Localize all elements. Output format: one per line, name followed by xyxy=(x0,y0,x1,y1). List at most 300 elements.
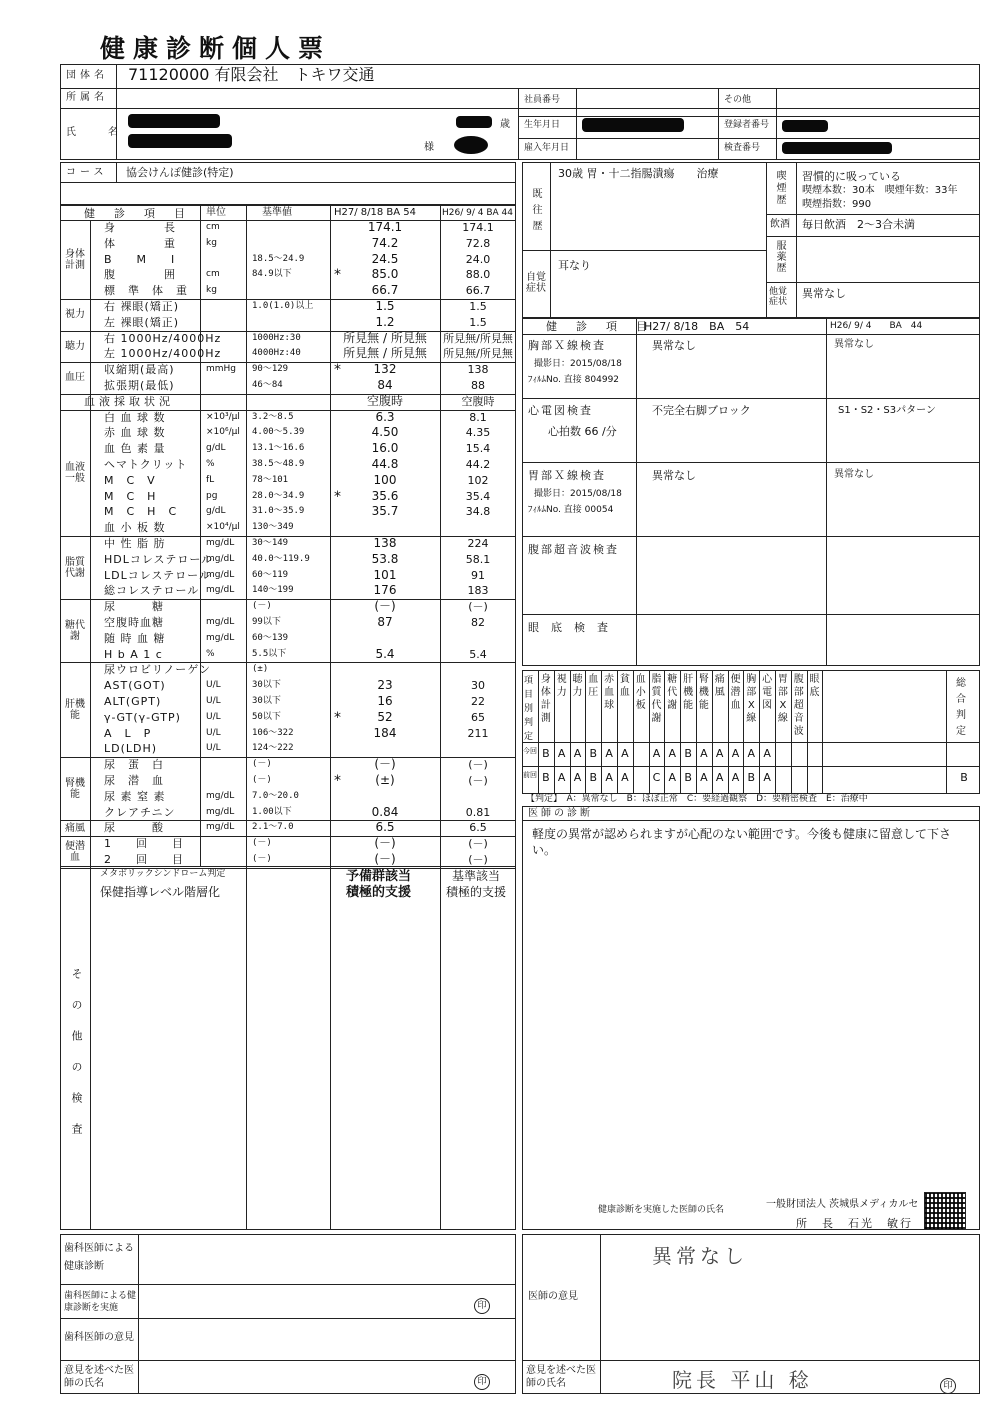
exam-current: 35.6 xyxy=(371,488,399,503)
exam-previous: 44.2 xyxy=(465,458,491,471)
exam-previous: 1.5 xyxy=(469,300,487,313)
judgement-cell-prev: B xyxy=(589,771,598,784)
diagnosis-label: 医師の診断 xyxy=(528,808,593,819)
judgement-cell-cur: A xyxy=(605,747,613,760)
judgement-col-header: 腹部超音波 xyxy=(793,674,804,737)
exam-item-name: 標 準 体 重 xyxy=(104,284,188,298)
chest-prev: 異常なし xyxy=(834,339,874,350)
exam-previous: 224 xyxy=(467,537,489,550)
exam-item-name: 随 時 血 糖 xyxy=(104,631,166,645)
exam-unit: mg/dL xyxy=(206,617,235,627)
qr-seal-icon xyxy=(924,1192,966,1230)
exam-unit: % xyxy=(206,648,215,659)
judgement-col-header: 痛風 xyxy=(714,674,725,698)
exam-item-name: B M I xyxy=(104,252,176,266)
exam-item-name: 腹 囲 xyxy=(104,268,176,282)
judgement-col-header: 肝機能 xyxy=(683,674,694,711)
exam-unit: U/L xyxy=(206,696,221,706)
exam-reference: 13.1～16.6 xyxy=(252,443,305,454)
stomach-sub2: ﾌｨﾙﾑNo. 直接 00054 xyxy=(528,505,614,515)
judgement-cell-cur: A xyxy=(763,747,771,760)
judgement-col-header: 血小板 xyxy=(635,674,646,711)
exam-current: 101 xyxy=(373,567,397,582)
exam-item-name: 空腹時血糖 xyxy=(104,616,164,629)
exam-previous: 66.7 xyxy=(465,284,491,298)
chest-sub2: ﾌｨﾙﾑNo. 直接 804992 xyxy=(528,375,620,385)
exam-reference: 84.9以下 xyxy=(252,269,292,280)
group-label: 血圧 xyxy=(65,372,85,384)
abnormal-flag: * xyxy=(334,488,341,505)
in-mark-right: 印 xyxy=(940,1378,956,1394)
abnormal-flag: * xyxy=(334,362,341,379)
exam-reference: 99以下 xyxy=(252,617,281,627)
sogo-label: 総合判定 xyxy=(956,678,966,737)
echo-label: 腹部超音波検査 xyxy=(528,543,619,556)
exam-reference: 18.5～24.9 xyxy=(252,253,305,264)
insyu-value: 毎日飲酒 2～3合未満 xyxy=(802,218,915,231)
exam-item-name: γ-GT(γ-GTP) xyxy=(104,710,181,724)
in-mark-left-2: 印 xyxy=(474,1374,490,1390)
group-label: 血液一般 xyxy=(65,461,85,484)
judgement-col-header: 胸部X線 xyxy=(746,674,757,724)
judgement-cell-prev: B xyxy=(684,771,692,784)
exam-current: 6.3 xyxy=(375,409,395,424)
exam-reference: 38.5～48.9 xyxy=(252,459,305,469)
exam-unit: mg/dL xyxy=(206,822,235,833)
abnormal-flag: * xyxy=(334,267,341,284)
exam-unit: mg/dL xyxy=(206,585,235,596)
group-value: 71120000 有限会社 トキワ交通 xyxy=(128,65,375,84)
exam-previous: (－) xyxy=(468,774,488,787)
judgement-row-label: 前回 xyxy=(523,771,537,779)
chest-cur: 異常なし xyxy=(652,339,696,352)
prev-hoken: 積極的支援 xyxy=(446,885,507,899)
abnormal-flag: * xyxy=(334,709,341,726)
group-label: 聴力 xyxy=(65,340,85,352)
insyu-label: 飲酒 xyxy=(770,219,790,230)
exam-previous: 6.5 xyxy=(469,821,487,835)
exam-reference: 28.0～34.9 xyxy=(252,490,305,501)
exam-unit: mg/dL xyxy=(206,806,235,817)
judgement-cell-prev: A xyxy=(700,771,708,784)
exam-reference: 30～149 xyxy=(252,538,289,548)
exam-current: 87 xyxy=(377,615,393,629)
exam-previous: (－) xyxy=(468,600,488,614)
judgement-col-header: 血圧 xyxy=(588,674,599,698)
group-label: 痛風 xyxy=(65,822,85,834)
exam-previous: 15.4 xyxy=(465,442,491,456)
name-redaction xyxy=(128,114,220,128)
judgement-cell-cur: A xyxy=(715,747,724,760)
exam-current: 4.50 xyxy=(371,425,399,440)
exam-unit: mg/dL xyxy=(206,538,235,548)
exam-previous: 211 xyxy=(467,726,489,740)
exam-unit: g/dL xyxy=(206,443,226,454)
judgement-col-header: 視力 xyxy=(556,674,567,698)
hoken-label: 保健指導レベル階層化 xyxy=(100,885,221,899)
exam-previous: 88.0 xyxy=(465,268,491,282)
judgement-cell-prev: A xyxy=(731,771,740,784)
exam-previous: 4.35 xyxy=(465,426,491,440)
exam-item-name: A L P xyxy=(104,726,152,740)
judgement-col-header: 眼底 xyxy=(809,674,820,698)
judgement-cell-prev: A xyxy=(573,771,582,784)
exam-unit: mg/dL xyxy=(206,790,235,801)
fukuyaku-label: 服薬歴 xyxy=(774,240,785,273)
age-redaction xyxy=(456,116,492,128)
exam-no-label: 検査番号 xyxy=(724,143,761,153)
judgement-cell-cur: B xyxy=(684,747,692,760)
exam-reference: 46～84 xyxy=(252,380,283,390)
takaku-value: 異常なし xyxy=(802,287,846,300)
exam-item-name: 収縮期(最高) xyxy=(104,363,175,377)
prev-metabo: 基準該当 xyxy=(452,869,501,883)
judgement-cell-prev: A xyxy=(715,771,724,784)
col-ref: 基準値 xyxy=(262,207,292,218)
judgement-cell-prev: A xyxy=(557,771,566,784)
exam-item-name: 右 裸眼(矯正) xyxy=(104,300,180,313)
exam-previous: (－) xyxy=(468,853,488,866)
exam-previous: (－) xyxy=(468,837,488,851)
exam-item-name: 1 回 目 xyxy=(104,837,184,851)
jikaku-label: 自覚症状 xyxy=(526,272,546,294)
judgement-cell-cur: B xyxy=(589,747,598,760)
in-mark-left-1: 印 xyxy=(474,1298,490,1314)
exam-reference: 106～322 xyxy=(252,727,294,738)
judgement-col-header: 脂質代謝 xyxy=(651,674,662,724)
footer-org: 一般財団法人 茨城県メディカルセ xyxy=(766,1199,919,1210)
exam-previous: 183 xyxy=(467,584,489,598)
exam-item-name: 尿ウロビリノーゲン xyxy=(104,663,212,677)
ecg-prev: S1・S2・S3パターン xyxy=(838,405,936,416)
exam-previous: 8.1 xyxy=(469,410,487,424)
exam-reference: 31.0～35.9 xyxy=(252,506,305,517)
exam-current: 176 xyxy=(373,583,397,598)
judgement-cell-cur: B xyxy=(542,747,550,760)
exam-item-name: 総コレステロール xyxy=(104,584,200,598)
dental-doctor-label: 歯科医師による健康診断を実施 xyxy=(64,1291,137,1313)
opinion-value: 異常なし xyxy=(652,1244,748,1268)
exam-reference: 30以下 xyxy=(252,696,281,706)
exam-previous: 所見無/所見無 xyxy=(443,347,513,361)
judgement-col-header: 便潜血 xyxy=(730,674,741,711)
exam-unit: mg/dL xyxy=(206,553,235,564)
exam-current: 138 xyxy=(373,536,397,550)
course-label: コース xyxy=(66,167,108,178)
exam-reference: 90～129 xyxy=(252,364,289,375)
stomach-sub1: 撮影日：2015/08/18 xyxy=(534,489,622,499)
exam-reference: 130～349 xyxy=(252,522,294,533)
exam-current: 0.84 xyxy=(371,804,399,819)
exam-item-name: 血液採取状況 xyxy=(84,394,174,408)
judgement-cell-cur: A xyxy=(747,747,756,760)
exam-unit: mg/dL xyxy=(206,632,235,643)
exam-previous: 174.1 xyxy=(462,221,494,234)
exam-item-name: 血 小 板 数 xyxy=(104,521,166,535)
exam-unit: mmHg xyxy=(206,364,237,375)
exam-item-name: ALT(GPT) xyxy=(104,695,162,708)
exam-reference: (－) xyxy=(252,601,272,612)
exam-reference: 7.0～20.0 xyxy=(252,790,299,801)
judgement-col-header: 赤血球 xyxy=(604,674,615,711)
other-label: その他 xyxy=(724,95,752,105)
exam-previous: 138 xyxy=(467,363,489,377)
kitsuen-line-1: 習慣的に吸っている xyxy=(802,170,901,183)
sama-text: 様 xyxy=(424,142,434,153)
col-item: 健 診 項 目 xyxy=(84,207,189,220)
exam-item-name: LD(LDH) xyxy=(104,742,158,756)
exam-current: 16 xyxy=(377,694,393,708)
judgement-col-header: 糖代謝 xyxy=(667,674,678,711)
judgement-col-header: 身体計測 xyxy=(540,674,551,724)
judgement-head-label: 項目別判定 xyxy=(524,676,534,742)
judgement-cell-cur: A xyxy=(573,747,582,760)
exam-unit: fL xyxy=(206,474,215,485)
exam-previous: 所見無/所見無 xyxy=(443,331,513,345)
exam-current: 44.8 xyxy=(371,457,399,471)
exam-item-name: H b A 1 c xyxy=(104,647,163,661)
diagnosis-text-2: い。 xyxy=(532,843,557,857)
exam-previous: 65 xyxy=(471,710,485,724)
exam-current: 84 xyxy=(377,378,393,392)
exam-reference: (－) xyxy=(252,838,272,849)
rx-head-prev: H26/ 9/ 4 BA 44 xyxy=(830,321,923,331)
exam-previous: (－) xyxy=(468,758,488,772)
course-value: 協会けんぽ健診(特定) xyxy=(126,166,234,179)
birth-label: 生年月日 xyxy=(524,120,561,130)
exam-current: 1.5 xyxy=(375,299,395,313)
group-label: 脂質代謝 xyxy=(65,556,85,579)
ecg-label: 心電図検査 xyxy=(528,404,593,417)
judgement-cell-prev: A xyxy=(668,771,677,784)
exam-item-name: 左 1000Hz/4000Hz xyxy=(104,347,222,361)
judgement-cell-cur: A xyxy=(731,747,740,760)
exam-current: 6.5 xyxy=(375,820,395,835)
judgement-cell-cur: A xyxy=(700,747,708,760)
exam-reference: 1.0(1.0)以上 xyxy=(252,301,314,311)
exam-unit: ×10⁴/μl xyxy=(206,522,240,533)
kitsuen-label: 喫煙歴 xyxy=(774,170,785,206)
judgement-cell-cur: A xyxy=(621,747,629,760)
exam-current: 53.8 xyxy=(371,551,399,566)
reg-label: 登録者番号 xyxy=(724,120,770,130)
exam-unit: g/dL xyxy=(206,506,226,517)
exam-item-name: 中 性 脂 肪 xyxy=(104,537,166,550)
judgement-cell-prev: A xyxy=(763,771,771,784)
exam-item-name: クレアチニン xyxy=(104,805,176,819)
judgement-col-header: 貧血 xyxy=(619,674,630,698)
stomach-prev: 異常なし xyxy=(834,469,874,480)
exam-previous: 88 xyxy=(471,379,485,392)
group-label: 身体計測 xyxy=(65,248,85,271)
exam-current: 23 xyxy=(377,678,393,693)
exam-item-name: 右 1000Hz/4000Hz xyxy=(104,331,222,345)
exam-reference: 2.1～7.0 xyxy=(252,822,294,833)
emp-no-label: 社員番号 xyxy=(524,95,561,105)
exam-current: 空腹時 xyxy=(366,393,403,408)
exam-reference: 4.00～5.39 xyxy=(252,427,305,438)
exam-item-name: M C V xyxy=(104,473,156,487)
exam-item-name: 体 重 xyxy=(104,236,176,250)
reg-redaction xyxy=(782,120,828,132)
exam-current: (±) xyxy=(375,773,395,787)
exam-current: (－) xyxy=(374,599,396,614)
exam-current: 132 xyxy=(373,362,397,377)
exam-current: 174.1 xyxy=(367,220,403,234)
exam-previous: 空腹時 xyxy=(461,394,495,408)
rx-head-cur: H27/ 8/18 BA 54 xyxy=(644,320,750,333)
exam-reference: (±) xyxy=(252,664,269,675)
col-prev: H26/ 9/ 4 BA 44 xyxy=(442,208,513,218)
cur-hoken: 積極的支援 xyxy=(346,885,412,900)
exam-previous: 30 xyxy=(471,679,485,693)
name-redaction-2 xyxy=(128,134,232,148)
exam-reference: 1000Hz:30 xyxy=(252,332,301,343)
other-label: その他の検査 xyxy=(70,968,83,1154)
diagnosis-box xyxy=(522,806,980,1230)
exam-item-name: HDLコレステロール xyxy=(104,552,214,566)
exam-reference: (－) xyxy=(252,759,272,770)
exam-current: 100 xyxy=(373,472,397,487)
fundus-label: 眼底検査 xyxy=(528,621,620,634)
exam-previous: 82 xyxy=(471,616,485,629)
group-label: 便潜血 xyxy=(65,840,85,863)
dental-exam-label: 歯科医師による健康診断 xyxy=(64,1243,134,1272)
exam-previous: 72.8 xyxy=(465,236,491,250)
exam-reference: 124～222 xyxy=(252,743,294,754)
exam-current: (－) xyxy=(374,836,396,851)
exam-item-name: M C H xyxy=(104,489,157,503)
exam-current: 74.2 xyxy=(371,235,399,250)
exam-current: 85.0 xyxy=(371,267,399,282)
exam-item-name: 2 回 目 xyxy=(104,853,184,866)
exam-item-name: 尿 素 窒 素 xyxy=(104,789,166,803)
exam-reference: (－) xyxy=(252,854,272,864)
exam-current: 184 xyxy=(373,725,397,740)
exam-item-name: 尿 蛋 白 xyxy=(104,758,164,772)
exam-previous: 58.1 xyxy=(465,552,491,566)
exam-reference: 60～139 xyxy=(252,632,289,643)
kitsuen-line-3: 喫煙指数：990 xyxy=(802,199,872,210)
exam-reference: 30以下 xyxy=(252,680,281,691)
exam-unit: cm xyxy=(206,222,220,232)
exam-item-name: 身 長 xyxy=(104,221,176,234)
exam-item-name: 拡張期(最低) xyxy=(104,379,175,392)
exam-unit: % xyxy=(206,459,215,469)
group-label: 視力 xyxy=(65,309,85,321)
name-label: 氏 名 xyxy=(66,127,122,138)
kiou-label: 既往歴 xyxy=(530,188,541,236)
exam-unit: pg xyxy=(206,490,218,501)
exam-unit: ×10³/μl xyxy=(206,411,240,422)
kitsuen-line-2: 喫煙本数：30本 喫煙年数：33年 xyxy=(802,185,958,196)
exam-current: 所見無 / 所見無 xyxy=(343,330,427,345)
chest-label: 胸部Ｘ線検査 xyxy=(528,339,606,352)
judgement-cell-prev: B xyxy=(747,771,756,784)
dental-opinion-label: 歯科医師の意見 xyxy=(64,1332,134,1343)
judgement-cell-prev: C xyxy=(652,771,661,784)
judgement-cell-prev: A xyxy=(605,771,613,784)
opinion-name-label-right: 意見を述べた医師の氏名 xyxy=(526,1365,596,1389)
judgement-col-header: 胃部X線 xyxy=(777,674,788,724)
exam-previous: 91 xyxy=(471,568,485,582)
metabo-label: メタボリックシンドローム判定 xyxy=(100,869,226,879)
group-label: 団体名 xyxy=(66,70,108,81)
cur-metabo: 予備群該当 xyxy=(346,869,412,884)
exam-unit: U/L xyxy=(206,743,221,754)
exam-previous: 22 xyxy=(471,695,485,708)
footer-director: 所 長 石光 敏行 xyxy=(796,1217,913,1230)
abnormal-flag: * xyxy=(334,773,341,789)
judgement-cell-cur: A xyxy=(652,747,661,760)
exam-reference: (－) xyxy=(252,775,272,785)
judgement-col-header: 心電図 xyxy=(762,674,773,711)
exam-reference: 50以下 xyxy=(252,711,281,722)
exam-item-name: 白 血 球 数 xyxy=(104,410,166,424)
kiou-value: 30歳 胃・十二指腸潰瘍 治療 xyxy=(558,167,719,180)
seal-redaction xyxy=(454,136,488,154)
diagnosis-text-1: 軽度の異常が認められますが心配のない範囲です。今後も健康に留意して下さ xyxy=(532,827,952,841)
dept-label: 所属名 xyxy=(66,92,108,103)
exam-item-name: 尿 酸 xyxy=(104,821,164,835)
exam-reference: 60～119 xyxy=(252,569,289,580)
rx-head-item: 健 診 項 目 xyxy=(546,320,651,333)
exam-reference: 4000Hz:40 xyxy=(252,348,301,359)
takaku-label: 他覚症状 xyxy=(769,287,788,307)
judgement-cell-cur: A xyxy=(668,747,677,760)
hire-label: 雇入年月日 xyxy=(524,143,570,153)
col-item-div xyxy=(90,220,91,866)
opinion-doctor-signature: 院長 平山 稔 xyxy=(672,1368,813,1392)
col-cur: H27/ 8/18 BA 54 xyxy=(334,207,417,218)
chest-sub1: 撮影日：2015/08/18 xyxy=(534,359,622,369)
exam-item-name: AST(GOT) xyxy=(104,679,166,693)
exam-unit: U/L xyxy=(206,680,221,691)
exam-item-name: 血 色 素 量 xyxy=(104,442,166,456)
exam-item-name: ヘマトクリット xyxy=(104,458,188,471)
kitsuen-lines xyxy=(802,170,957,212)
stomach-label: 胃部Ｘ線検査 xyxy=(528,469,606,482)
exam-current: 24.5 xyxy=(371,251,399,266)
opinion-label: 医師の意見 xyxy=(528,1291,578,1302)
exam-unit: mg/dL xyxy=(206,569,235,580)
exam-previous: 102 xyxy=(467,473,489,487)
exam-item-name: 左 裸眼(矯正) xyxy=(104,315,180,329)
exam-unit: U/L xyxy=(206,727,221,738)
doctor-name-label: 健康診断を実施した医師の氏名 xyxy=(598,1205,725,1215)
exam-item-name: 尿 糖 xyxy=(104,600,164,614)
judgement-cell-cur: A xyxy=(557,747,566,760)
exam-item-name: 赤 血 球 数 xyxy=(104,426,166,440)
page-title: 健康診断個人票 xyxy=(100,34,332,63)
exam-current: 16.0 xyxy=(371,441,399,456)
exam-unit: ×10⁶/μl xyxy=(206,427,240,438)
exam-previous: 34.8 xyxy=(465,505,491,519)
jikaku-value: 耳なり xyxy=(558,259,591,272)
age-suffix: 歳 xyxy=(500,119,510,130)
exam-previous: 5.4 xyxy=(469,647,487,661)
col-unit: 単位 xyxy=(206,207,226,218)
exam-previous: 24.0 xyxy=(465,252,491,266)
exam-item-name: 尿 潜 血 xyxy=(104,774,164,787)
exam-current: 52 xyxy=(377,709,393,724)
group-label: 糖代謝 xyxy=(65,619,85,642)
sogo-prev_sogo: B xyxy=(960,771,968,784)
exam-reference: 40.0～119.9 xyxy=(252,553,310,564)
judgement-col-header: 腎機能 xyxy=(698,674,709,711)
exam-previous: 1.5 xyxy=(469,315,487,329)
opinion-name-label-left: 意見を述べた医師の氏名 xyxy=(64,1365,134,1389)
